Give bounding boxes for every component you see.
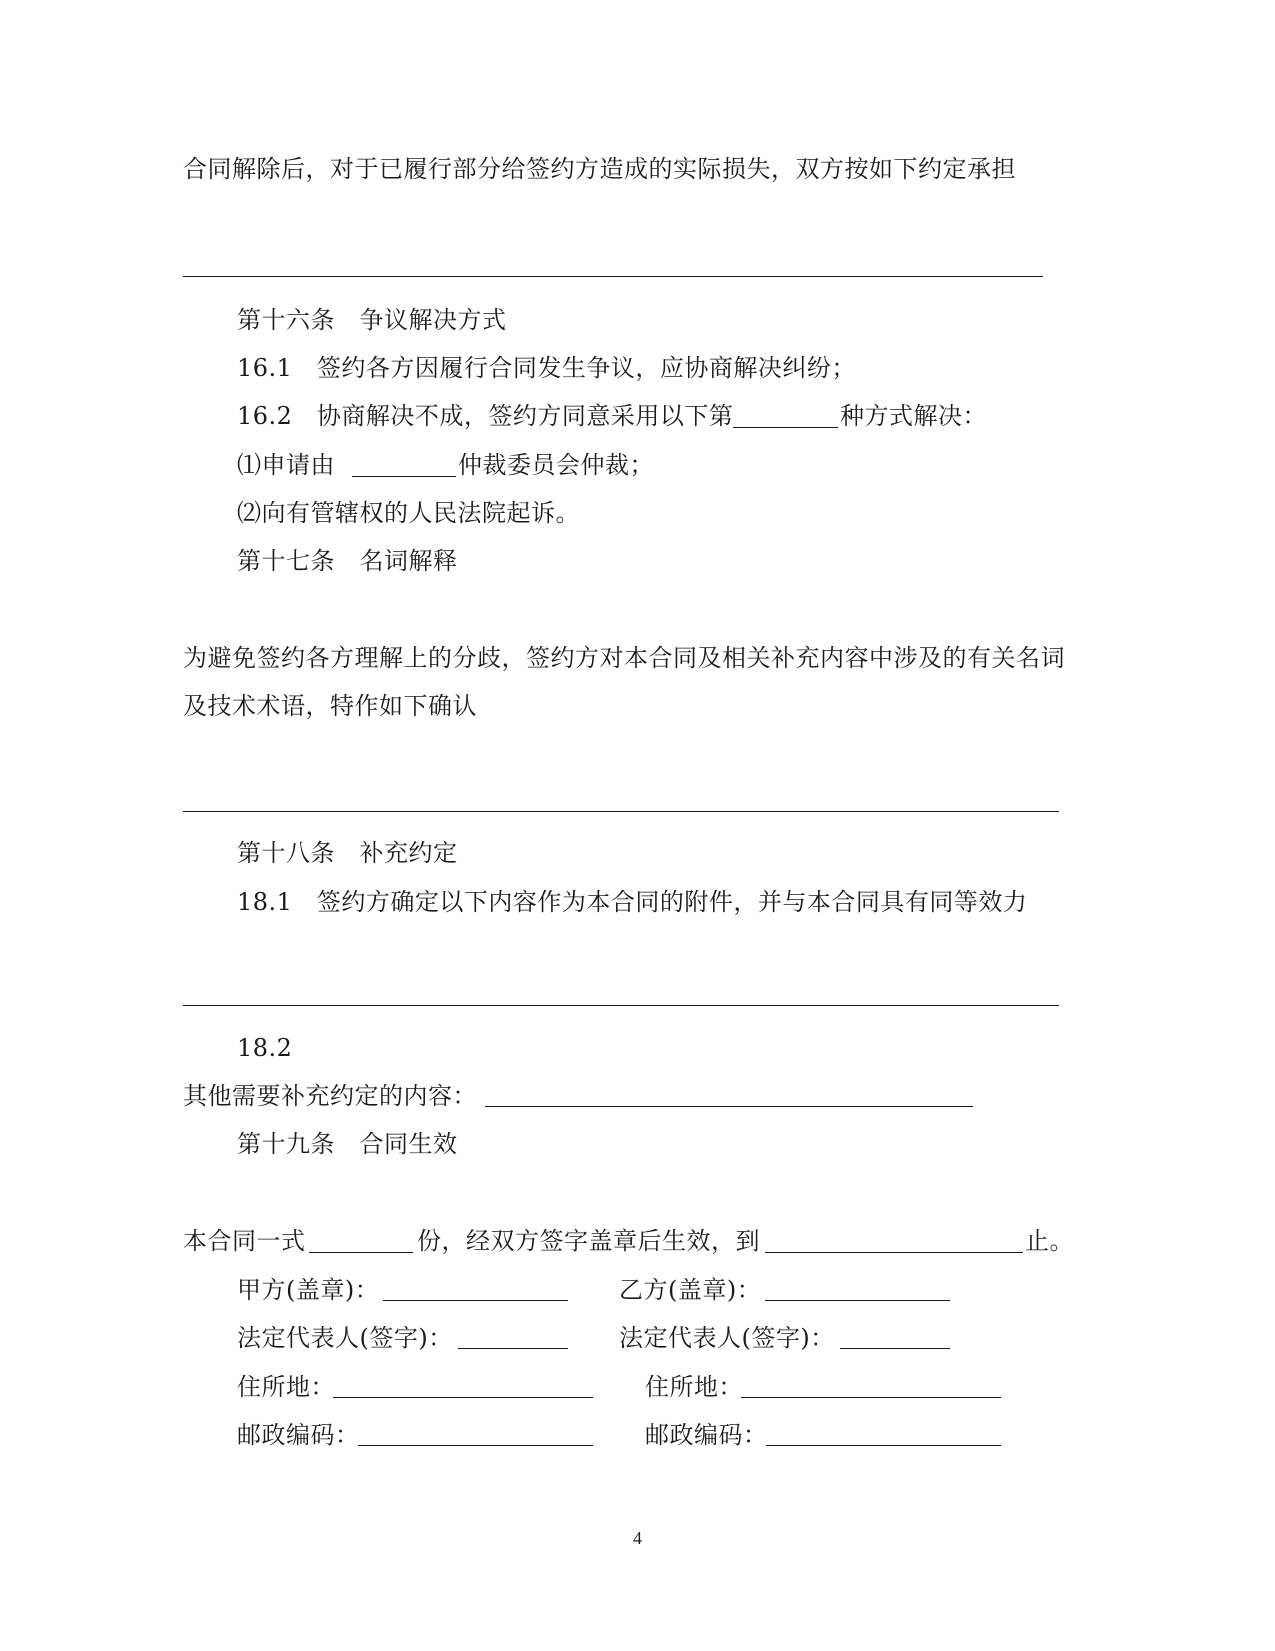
party-a-address-field[interactable] — [333, 1397, 593, 1398]
party-a-zip-label: 邮政编码： — [237, 1421, 360, 1449]
article-19-mid: 份，经双方签字盖章后生效，到 — [417, 1227, 760, 1255]
loss-clause: 合同解除后，对于已履行部分给签约方造成的实际损失，双方按如下约定承担 — [183, 155, 1016, 183]
blank-loss-terms[interactable] — [183, 276, 1043, 277]
blank-term-definitions[interactable] — [183, 811, 1059, 812]
blank-arbitration-committee[interactable] — [352, 476, 456, 477]
party-b-zip-label: 邮政编码： — [645, 1421, 768, 1449]
page-number: 4 — [633, 1528, 642, 1548]
article-18-2-number: 18.2 — [237, 1034, 293, 1062]
party-a-seal-label: 甲方(盖章)： — [237, 1276, 380, 1304]
article-16-1: 16.1 签约各方因履行合同发生争议，应协商解决纠纷； — [237, 354, 856, 382]
article-19-title: 第十九条 合同生效 — [237, 1130, 458, 1158]
article-17-paragraph-line-2: 及技术术语，特作如下确认 — [183, 692, 477, 720]
blank-supplementary-content[interactable] — [485, 1106, 973, 1107]
article-19-post: 止。 — [1025, 1227, 1074, 1255]
party-b-seal-label: 乙方(盖章)： — [619, 1276, 762, 1304]
party-a-rep-field[interactable] — [458, 1348, 568, 1349]
article-18-1: 18.1 签约方确定以下内容作为本合同的附件，并与本合同具有同等效力 — [237, 888, 1028, 916]
article-17-title: 第十七条 名词解释 — [237, 547, 458, 575]
article-18-2-text: 其他需要补充约定的内容： — [183, 1082, 477, 1110]
party-b-address-label: 住所地： — [645, 1373, 743, 1401]
article-16-2-pre: 16.2 协商解决不成，签约方同意采用以下第 — [237, 402, 734, 430]
party-a-address-label: 住所地： — [237, 1373, 335, 1401]
article-16-2-post: 种方式解决： — [840, 402, 987, 430]
party-a-seal-field[interactable] — [383, 1300, 568, 1301]
option-2: ⑵向有管辖权的人民法院起诉。 — [237, 499, 580, 527]
blank-dispute-method[interactable] — [733, 427, 838, 428]
party-b-zip-field[interactable] — [766, 1445, 1001, 1446]
option-1-post: 仲裁委员会仲裁； — [458, 451, 654, 479]
blank-validity-date[interactable] — [765, 1252, 1023, 1253]
article-17-paragraph-line-1: 为避免签约各方理解上的分歧，签约方对本合同及相关补充内容中涉及的有关名词 — [183, 644, 1065, 672]
party-b-rep-label: 法定代表人(签字)： — [619, 1324, 835, 1352]
party-b-rep-field[interactable] — [840, 1348, 950, 1349]
party-a-rep-label: 法定代表人(签字)： — [237, 1324, 453, 1352]
article-18-title: 第十八条 补充约定 — [237, 839, 458, 867]
party-a-zip-field[interactable] — [358, 1445, 593, 1446]
article-16-title: 第十六条 争议解决方式 — [237, 306, 507, 334]
blank-attachments[interactable] — [183, 1005, 1059, 1006]
option-1-pre: ⑴申请由 — [237, 451, 335, 479]
party-b-seal-field[interactable] — [765, 1300, 950, 1301]
party-b-address-field[interactable] — [741, 1397, 1001, 1398]
article-19-pre: 本合同一式 — [183, 1227, 306, 1255]
blank-copies[interactable] — [309, 1252, 413, 1253]
